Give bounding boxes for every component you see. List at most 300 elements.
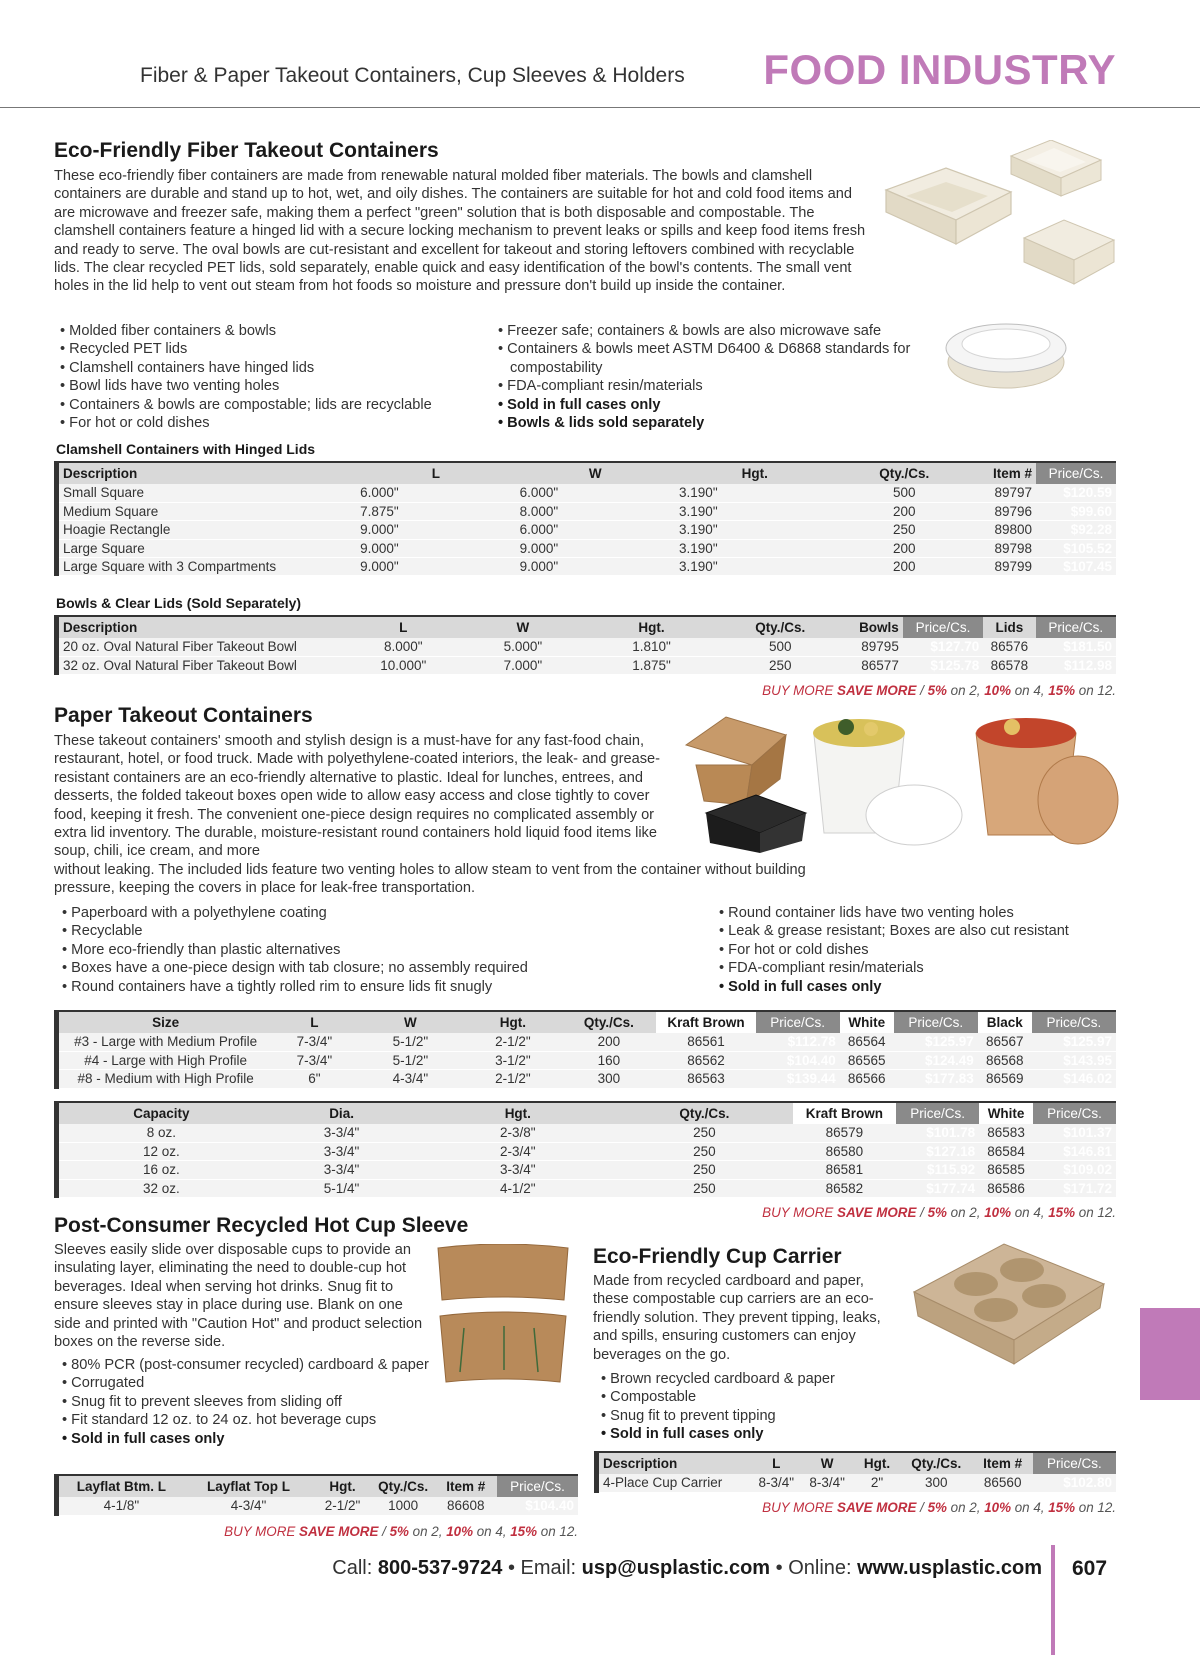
cell: 500: [716, 638, 845, 656]
kraft-round-container-image: [976, 718, 1118, 844]
promo-part: on 4,: [1011, 1205, 1049, 1220]
promo-text: [224, 1524, 578, 1539]
cell: Small Square: [57, 484, 357, 502]
col-header: White: [840, 1011, 894, 1033]
col-header: Price/Cs.: [1036, 616, 1117, 638]
promo-part: 10%: [984, 1205, 1011, 1220]
cell: Large Square with 3 Compartments: [57, 558, 357, 576]
promo-text: [762, 1500, 1116, 1515]
cell: 250: [616, 1161, 792, 1179]
cell: 300: [900, 1474, 973, 1492]
promo-part: SAVE MORE: [837, 683, 917, 698]
cell: 86562: [656, 1051, 755, 1069]
cell: $104.40: [756, 1051, 840, 1069]
cell: $115.92: [896, 1161, 979, 1179]
cell: $124.49: [894, 1051, 978, 1069]
sleeve-description: Sleeves easily slide over disposable cups to provide an insulating layer, eliminating the need to double-cup hot beverages. Ideal when serving hot drinks. Snug fit to ensure sleeves stay in place during use. Blank on one side and printed with "Caution Hot" and product selection boxes on the reverse side.: [54, 1242, 423, 1351]
col-header: L: [356, 462, 515, 484]
list-item: • Compostable: [601, 1388, 921, 1406]
cell: $105.52: [1036, 539, 1116, 557]
white-round-container-image: [813, 719, 962, 845]
list-item: • Sold in full cases only: [601, 1425, 921, 1443]
cell: 200: [834, 539, 974, 557]
cell: 86566: [840, 1070, 894, 1088]
cell: $181.50: [1036, 638, 1117, 656]
col-header: Price/Cs.: [1036, 462, 1116, 484]
paper-round-table: [54, 1101, 1116, 1198]
fiber-description: These eco-friendly fiber containers are made from renewable natural molded fiber materials. The bowls and clamshell containers are durable and stand up to hot, wet, and oily dishes. The containers are suitable for hot and cold food items and are microwave and freezer safe, making them a perfect "green" solution that is both disposable and compostable. The clamshell containers feature a hinged lid with a secure locking mechanism to prevent leaks or spills and keep food items fresh and ready to serve. The oval bowls are cut-resistant and excellent for takeout and storing leftovers combined with recyclable lids. The clear recycled PET lids, sold separately, enable quick and easy identification of the bowl's contents. The small vent holes in the lid help to vent out steam from hot foods so moisture and pressure don't build up inside the container.: [54, 168, 866, 295]
cell: 4-Place Cup Carrier: [597, 1474, 753, 1492]
cell: 250: [616, 1142, 792, 1160]
cell: 3.190": [675, 502, 834, 520]
promo-part: 10%: [446, 1524, 473, 1539]
cell: 32 oz.: [57, 1179, 264, 1197]
list-item: • Recycled PET lids: [60, 340, 490, 358]
cell: #3 - Large with Medium Profile: [57, 1033, 273, 1051]
page-header: [0, 0, 1200, 108]
carrier-description: Made from recycled cardboard and paper, these compostable cup carriers are an eco-friendly solution. They prevent tipping, leaks, and spills, ensuring customers can enjoy beverages on the go.: [593, 1273, 881, 1363]
cell: Medium Square: [57, 502, 357, 520]
col-header: Hgt.: [313, 1475, 372, 1497]
carrier-table: [594, 1451, 1116, 1493]
col-header: Kraft Brown: [656, 1011, 755, 1033]
list-item: • Bowls & lids sold separately: [498, 414, 968, 432]
cell: 2": [854, 1474, 900, 1492]
col-header: Black: [978, 1011, 1032, 1033]
list-item: • Fit standard 12 oz. to 24 oz. hot beverage cups: [62, 1411, 432, 1429]
cell: 86576: [983, 638, 1035, 656]
cell: $177.83: [894, 1070, 978, 1088]
list-item: • Sold in full cases only: [498, 396, 968, 414]
cell: 16 oz.: [57, 1161, 264, 1179]
cell: 86564: [840, 1033, 894, 1051]
col-header: Qty./Cs.: [716, 616, 845, 638]
cell: $125.78: [903, 656, 983, 674]
paper-description-continued: without leaking. The included lids feature two venting holes to allow steam to vent from the container without building pressure, keeping the covers in place for leak-free transportation.: [54, 862, 806, 897]
cell: 250: [834, 521, 974, 539]
cell: 86567: [978, 1033, 1032, 1051]
page-subtitle: Fiber & Paper Takeout Containers, Cup Sleeves & Holders: [140, 64, 685, 87]
paper-description: These takeout containers' smooth and stylish design is a must-have for any fast-food chain, restaurant, hotel, or food truck. Made with polyethylene-coated interiors, the leak- and grease-resistant containers are an eco-friendly alternative to plastic. Ideal for lunches, entrees, and desserts, the folded takeout boxes open wide to allow easy access and close tightly to cover food, keeping it fresh. The convenient one-piece design requires no complicated assembly or extra lid inventory. The durable, moisture-resistant round containers hold liquid food items like soup, chili, ice cream, and more: [54, 733, 660, 860]
cell: 500: [834, 484, 974, 502]
cell: 200: [834, 558, 974, 576]
table-row: [57, 1070, 1117, 1088]
col-header: Price/Cs.: [1033, 1102, 1116, 1124]
cell: 3.190": [675, 558, 834, 576]
promo-part: on 2,: [408, 1524, 447, 1539]
cell: 12 oz.: [57, 1142, 264, 1160]
col-header: Layflat Top L: [184, 1475, 313, 1497]
promo-part: on 12.: [1075, 1500, 1116, 1515]
cell: 2-3/4": [419, 1142, 616, 1160]
cell: 1.810": [587, 638, 716, 656]
col-header: Price/Cs.: [497, 1475, 578, 1497]
table-row: [57, 558, 1117, 576]
cell: $139.44: [756, 1070, 840, 1088]
cell: 86581: [793, 1161, 897, 1179]
table-row: [57, 1124, 1117, 1142]
cell: $125.97: [1032, 1033, 1116, 1051]
promo-part: 5%: [389, 1524, 409, 1539]
clamshell-square-image: [1024, 220, 1114, 284]
cell: 86577: [845, 656, 903, 674]
cell: 86563: [656, 1070, 755, 1088]
col-header: Qty./Cs.: [834, 462, 974, 484]
cell: 6": [272, 1070, 356, 1088]
table-row: [57, 1179, 1117, 1197]
promo-part: on 2,: [946, 683, 985, 698]
cell: 1.875": [587, 656, 716, 674]
col-header: Hgt.: [675, 462, 834, 484]
promo-part: SAVE MORE: [837, 1205, 917, 1220]
col-header: Hgt.: [464, 1011, 561, 1033]
col-header: White: [979, 1102, 1033, 1124]
cell: $177.74: [896, 1179, 979, 1197]
col-header: W: [356, 1011, 464, 1033]
promo-part: BUY MORE: [762, 1205, 838, 1220]
category-title: FOOD INDUSTRY: [763, 46, 1116, 93]
table-row: [597, 1474, 1117, 1492]
cell: 86560: [973, 1474, 1033, 1492]
cell: 160: [561, 1051, 656, 1069]
promo-part: on 12.: [1075, 1205, 1116, 1220]
col-header: Description: [57, 616, 349, 638]
cell: 300: [561, 1070, 656, 1088]
col-header: Item #: [973, 1452, 1033, 1474]
cell: 8.000": [348, 638, 459, 656]
cell: $120.59: [1036, 484, 1116, 502]
cell: 89800: [974, 521, 1036, 539]
list-item: • FDA-compliant resin/materials: [498, 377, 968, 395]
col-header: Item #: [974, 462, 1036, 484]
promo-part: /: [916, 683, 928, 698]
cup-carrier-image: [904, 1234, 1114, 1370]
cell: 8-3/4": [800, 1474, 854, 1492]
cell: 3.190": [675, 539, 834, 557]
promo-text: [762, 683, 1116, 698]
page-footer: [0, 1545, 1200, 1655]
col-header: Capacity: [57, 1102, 264, 1124]
cell: $127.70: [903, 638, 983, 656]
cell: 9.000": [516, 558, 675, 576]
fiber-section-title: Eco-Friendly Fiber Takeout Containers: [54, 139, 439, 162]
bowls-table-label: Bowls & Clear Lids (Sold Separately): [56, 595, 302, 611]
cell: 2-1/2": [313, 1497, 372, 1515]
footer-divider: [1051, 1545, 1055, 1655]
cell: 9.000": [516, 539, 675, 557]
cell: 89797: [974, 484, 1036, 502]
clamshell-3-compartment-image: [886, 168, 1011, 244]
sleeve-bullets: [62, 1356, 432, 1448]
cell: $92.28: [1036, 521, 1116, 539]
cell: 86568: [978, 1051, 1032, 1069]
table-row: [57, 521, 1117, 539]
cell: $112.78: [756, 1033, 840, 1051]
cell: 3.190": [675, 521, 834, 539]
cell: $127.18: [896, 1142, 979, 1160]
list-item: • FDA-compliant resin/materials: [719, 959, 1119, 977]
cell: 2-1/2": [464, 1033, 561, 1051]
cell: $146.02: [1032, 1070, 1116, 1088]
online-label: • Online:: [770, 1557, 858, 1579]
cell: 86565: [840, 1051, 894, 1069]
table-row: [57, 1161, 1117, 1179]
cell: 8 oz.: [57, 1124, 264, 1142]
promo-part: 15%: [1048, 683, 1076, 698]
promo-part: on 12.: [537, 1524, 578, 1539]
col-header: Price/Cs.: [896, 1102, 979, 1124]
cell: $99.60: [1036, 502, 1116, 520]
col-header: Size: [57, 1011, 273, 1033]
sleeve-section-title: Post-Consumer Recycled Hot Cup Sleeve: [54, 1214, 469, 1237]
promo-part: on 2,: [946, 1500, 985, 1515]
bowls-table: [54, 615, 1116, 675]
cell: 4-1/8": [57, 1497, 184, 1515]
table-row: [57, 502, 1117, 520]
col-header: Bowls: [845, 616, 903, 638]
call-label: Call:: [332, 1557, 378, 1579]
cell: $101.37: [1033, 1124, 1116, 1142]
cell: 32 oz. Oval Natural Fiber Takeout Bowl: [57, 656, 349, 674]
cell: 7.000": [459, 656, 588, 674]
cell: 250: [616, 1179, 792, 1197]
cell: 86579: [793, 1124, 897, 1142]
promo-part: 5%: [927, 1205, 947, 1220]
cell: $104.40: [497, 1497, 578, 1515]
fiber-bullets-left: [60, 322, 490, 432]
col-header: Price/Cs.: [894, 1011, 978, 1033]
cell: 7-3/4": [272, 1033, 356, 1051]
cell: 6.000": [516, 521, 675, 539]
list-item: • Containers & bowls are compostable; lids are recyclable: [60, 396, 490, 414]
website-link[interactable]: www.usplastic.com: [857, 1557, 1042, 1579]
cell: 5-1/2": [356, 1033, 464, 1051]
cell: 86608: [434, 1497, 497, 1515]
cell: 86583: [979, 1124, 1033, 1142]
cell: 10.000": [348, 656, 459, 674]
list-item: • Clamshell containers have hinged lids: [60, 359, 490, 377]
col-header: Hgt.: [419, 1102, 616, 1124]
cell: 86580: [793, 1142, 897, 1160]
cell: $125.97: [894, 1033, 978, 1051]
cell: 5-1/4": [264, 1179, 420, 1197]
cell: Large Square: [57, 539, 357, 557]
cell: 250: [616, 1124, 792, 1142]
list-item: • Sold in full cases only: [62, 1430, 432, 1448]
list-item: • Molded fiber containers & bowls: [60, 322, 490, 340]
col-header: Kraft Brown: [793, 1102, 897, 1124]
cell: 86584: [979, 1142, 1033, 1160]
promo-part: BUY MORE: [762, 1500, 838, 1515]
cell: 7-3/4": [272, 1051, 356, 1069]
list-item: • Corrugated: [62, 1374, 432, 1392]
col-header: Description: [597, 1452, 753, 1474]
col-header: Qty./Cs.: [561, 1011, 656, 1033]
cell: 86582: [793, 1179, 897, 1197]
promo-part: 15%: [1048, 1500, 1076, 1515]
list-item: • 80% PCR (post-consumer recycled) cardboard & paper: [62, 1356, 432, 1374]
list-item: • Bowl lids have two venting holes: [60, 377, 490, 395]
table-row: [57, 484, 1117, 502]
list-item: • Snug fit to prevent tipping: [601, 1407, 921, 1425]
sleeve-table: [54, 1474, 578, 1516]
list-item: • Leak & grease resistant; Boxes are also cut resistant: [719, 922, 1119, 940]
cell: 200: [561, 1033, 656, 1051]
paper-section-title: Paper Takeout Containers: [54, 704, 313, 727]
cell: 3.190": [675, 484, 834, 502]
col-header: Item #: [434, 1475, 497, 1497]
cell: 3-3/4": [264, 1142, 420, 1160]
col-header: L: [752, 1452, 800, 1474]
col-header: Price/Cs.: [756, 1011, 840, 1033]
cell: 250: [716, 656, 845, 674]
cell: 5-1/2": [356, 1051, 464, 1069]
table-row: [57, 1497, 579, 1515]
paper-box-table: [54, 1010, 1116, 1089]
table-row: [57, 656, 1117, 674]
promo-part: BUY MORE: [224, 1524, 300, 1539]
promo-part: on 4,: [473, 1524, 511, 1539]
cell: $146.81: [1033, 1142, 1116, 1160]
cell: 86585: [979, 1161, 1033, 1179]
col-header: Lids: [983, 616, 1035, 638]
cell: 8.000": [516, 502, 675, 520]
cell: 86586: [979, 1179, 1033, 1197]
cell: 9.000": [356, 539, 515, 557]
col-header: Dia.: [264, 1102, 420, 1124]
cell: $109.02: [1033, 1161, 1116, 1179]
cell: $143.95: [1032, 1051, 1116, 1069]
promo-part: 15%: [1048, 1205, 1076, 1220]
cell: $171.72: [1033, 1179, 1116, 1197]
promo-part: BUY MORE: [762, 683, 838, 698]
cell: #4 - Large with High Profile: [57, 1051, 273, 1069]
promo-part: 5%: [927, 683, 947, 698]
list-item: • Containers & bowls meet ASTM D6400 & D6868 standards for compostability: [498, 340, 968, 377]
email-link[interactable]: usp@usplastic.com: [581, 1557, 771, 1579]
fiber-bullets-right: [498, 322, 968, 432]
clamshell-open-image: [1011, 140, 1101, 196]
email-label: • Email:: [502, 1557, 582, 1579]
promo-part: /: [378, 1524, 390, 1539]
list-item: • For hot or cold dishes: [60, 414, 490, 432]
col-header: L: [348, 616, 459, 638]
carrier-bullets: [601, 1370, 921, 1444]
cell: 4-3/4": [356, 1070, 464, 1088]
cell: 3-1/2": [464, 1051, 561, 1069]
cell: 3-3/4": [264, 1161, 420, 1179]
black-takeout-box-image: [706, 795, 806, 853]
cell: 86569: [978, 1070, 1032, 1088]
col-header: W: [459, 616, 588, 638]
promo-part: 10%: [984, 683, 1011, 698]
cell: $107.45: [1036, 558, 1116, 576]
promo-part: SAVE MORE: [837, 1500, 917, 1515]
cell: 86561: [656, 1033, 755, 1051]
list-item: • Sold in full cases only: [719, 978, 1119, 996]
cell: 4-3/4": [184, 1497, 313, 1515]
promo-part: 15%: [510, 1524, 538, 1539]
section-tab-marker: [1140, 1308, 1200, 1400]
cell: $112.98: [1036, 656, 1117, 674]
paper-bullets-left: [62, 904, 702, 996]
table-row: [57, 539, 1117, 557]
promo-part: on 12.: [1075, 683, 1116, 698]
promo-part: SAVE MORE: [299, 1524, 379, 1539]
cell: $101.78: [896, 1124, 979, 1142]
cell: 9.000": [356, 521, 515, 539]
list-item: • For hot or cold dishes: [719, 941, 1119, 959]
col-header: W: [516, 462, 675, 484]
cell: 2-1/2": [464, 1070, 561, 1088]
list-item: • Freezer safe; containers & bowls are also microwave safe: [498, 322, 968, 340]
cell: 7.875": [356, 502, 515, 520]
cell: 89798: [974, 539, 1036, 557]
cell: 89796: [974, 502, 1036, 520]
promo-part: on 4,: [1011, 1500, 1049, 1515]
col-header: Qty./Cs.: [372, 1475, 435, 1497]
cell: 89799: [974, 558, 1036, 576]
table-row: [57, 638, 1117, 656]
promo-part: on 4,: [1011, 683, 1049, 698]
col-header: Qty./Cs.: [900, 1452, 973, 1474]
col-header: Hgt.: [587, 616, 716, 638]
promo-part: 5%: [927, 1500, 947, 1515]
cell: #8 - Medium with High Profile: [57, 1070, 273, 1088]
promo-text: [762, 1205, 1116, 1220]
list-item: • More eco-friendly than plastic alternatives: [62, 941, 702, 959]
list-item: • Round containers have a tightly rolled rim to ensure lids fit snugly: [62, 978, 702, 996]
cell: 20 oz. Oval Natural Fiber Takeout Bowl: [57, 638, 349, 656]
cell: 1000: [372, 1497, 435, 1515]
col-header: Price/Cs.: [1032, 1011, 1116, 1033]
cell: 3-3/4": [264, 1124, 420, 1142]
col-header: Price/Cs.: [903, 616, 983, 638]
cell: 8-3/4": [752, 1474, 800, 1492]
table-row: [57, 1051, 1117, 1069]
promo-part: /: [916, 1500, 928, 1515]
clamshell-table: [54, 461, 1116, 576]
cell: 4-1/2": [419, 1179, 616, 1197]
contact-line: [332, 1557, 1042, 1580]
clamshell-table-label: Clamshell Containers with Hinged Lids: [56, 441, 316, 457]
col-header: L: [272, 1011, 356, 1033]
cell: 2-3/8": [419, 1124, 616, 1142]
list-item: • Round container lids have two venting holes: [719, 904, 1119, 922]
cell: 89795: [845, 638, 903, 656]
carrier-section-title: Eco-Friendly Cup Carrier: [593, 1245, 842, 1268]
cell: 6.000": [356, 484, 515, 502]
cell: 200: [834, 502, 974, 520]
list-item: • Paperboard with a polyethylene coating: [62, 904, 702, 922]
col-header: Hgt.: [854, 1452, 900, 1474]
promo-part: 10%: [984, 1500, 1011, 1515]
table-row: [57, 1142, 1117, 1160]
col-header: Layflat Btm. L: [57, 1475, 184, 1497]
cup-sleeve-image: [434, 1244, 572, 1386]
cell: 86578: [983, 656, 1035, 674]
list-item: • Recyclable: [62, 922, 702, 940]
cell: $102.80: [1033, 1474, 1116, 1492]
phone-number[interactable]: 800-537-9724: [377, 1557, 503, 1579]
paper-containers-image: [676, 705, 1126, 855]
promo-part: /: [916, 1205, 928, 1220]
list-item: • Boxes have a one-piece design with tab closure; no assembly required: [62, 959, 702, 977]
cell: 3-3/4": [419, 1161, 616, 1179]
list-item: • Snug fit to prevent sleeves from sliding off: [62, 1393, 432, 1411]
col-header: Price/Cs.: [1033, 1452, 1116, 1474]
cell: Hoagie Rectangle: [57, 521, 357, 539]
